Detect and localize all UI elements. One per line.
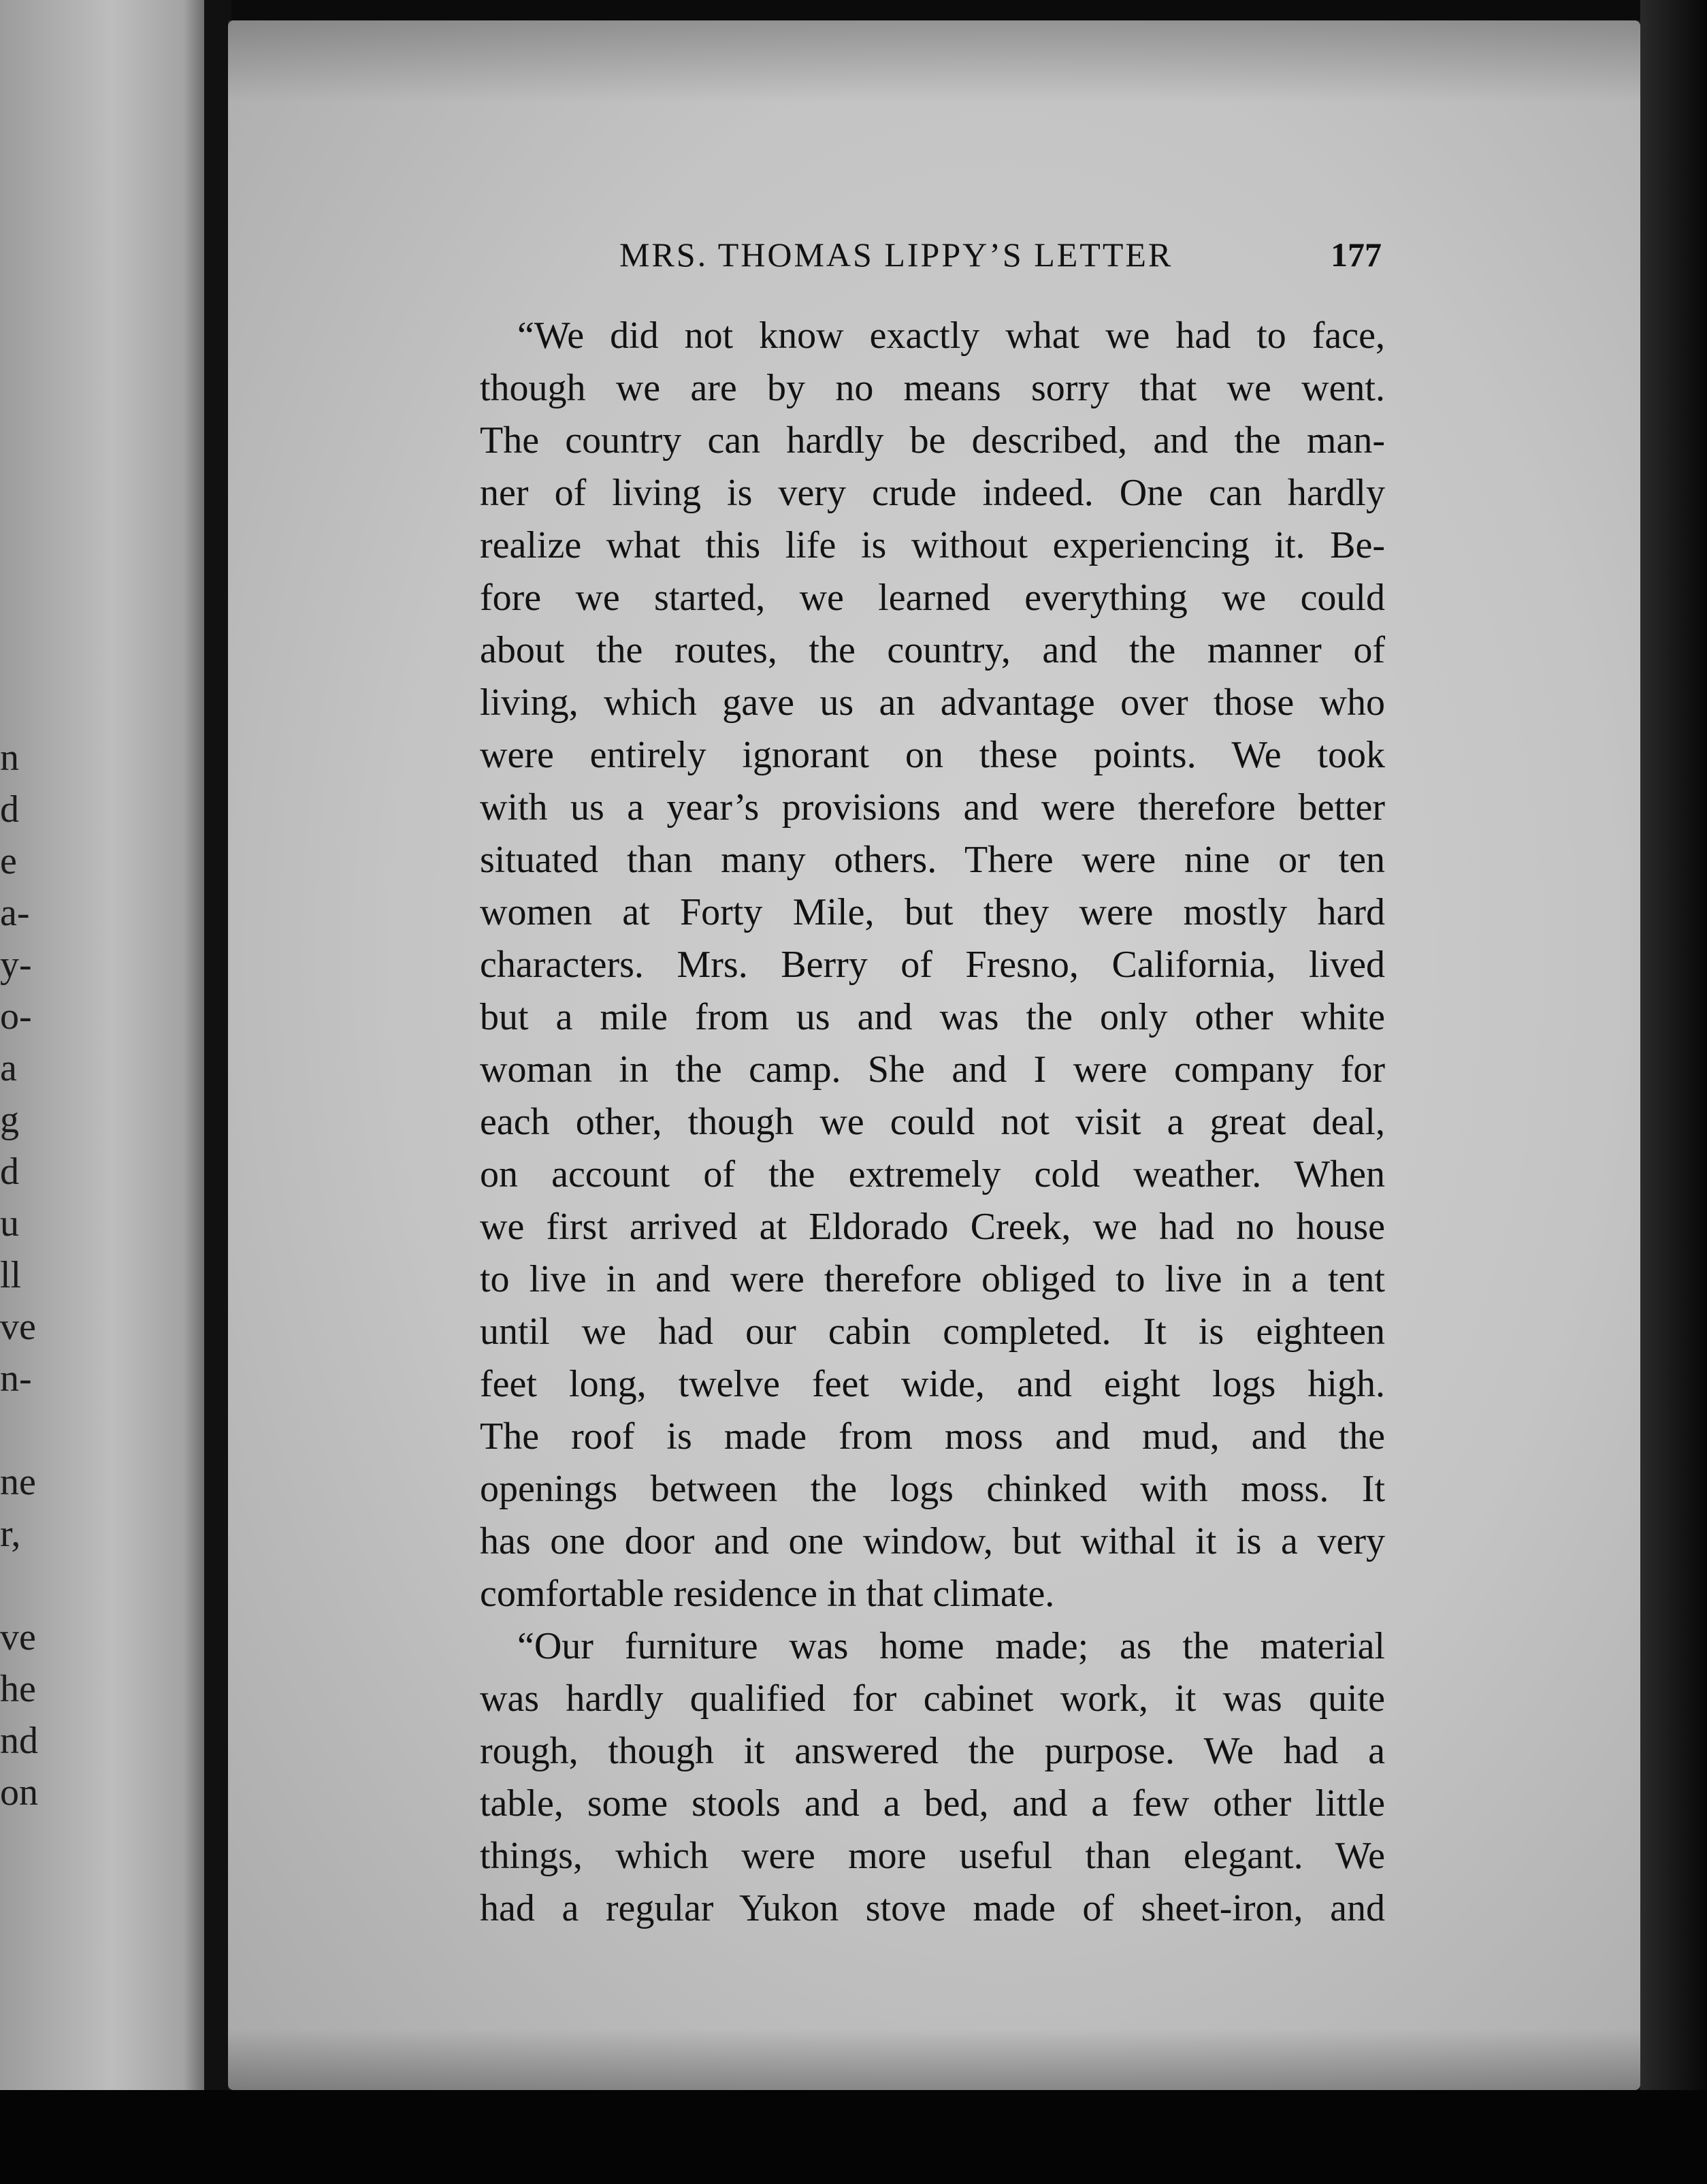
- text-line: had a regular Yukon stove made of sheet-iron, and: [480, 1887, 1385, 1929]
- fragment: e: [0, 840, 17, 882]
- text-line: were entirely ignorant on these points. We took: [480, 734, 1385, 776]
- fragment: u: [0, 1202, 19, 1244]
- text-line: living, which gave us an advantage over those who: [480, 681, 1385, 724]
- fragment: nd: [0, 1720, 38, 1762]
- body-text: [480, 310, 1385, 1935]
- page-right-edge: [1640, 0, 1707, 2184]
- text-line: fore we started, we learned everything we could: [480, 577, 1385, 619]
- text-line: “We did not know exactly what we had to face,: [517, 315, 1385, 357]
- previous-page-edge: [0, 0, 204, 2184]
- page-bottom-edge: [0, 2090, 1707, 2184]
- text-line: characters. Mrs. Berry of Fresno, California, lived: [480, 944, 1385, 986]
- text-line: woman in the camp. She and I were company for: [480, 1048, 1385, 1091]
- text-line: with us a year’s provisions and were therefore better: [480, 786, 1385, 829]
- fragment: y-: [0, 944, 32, 986]
- fragment: d: [0, 1151, 19, 1193]
- text-line: to live in and were therefore obliged to live in a tent: [480, 1258, 1385, 1300]
- text-line: but a mile from us and was the only other white: [480, 996, 1385, 1038]
- fragment: he: [0, 1668, 36, 1710]
- fragment: on: [0, 1771, 38, 1814]
- text-line: realize what this life is without experiencing it. Be-: [480, 524, 1385, 566]
- text-line: “Our furniture was home made; as the material: [517, 1625, 1385, 1667]
- page-shadow-bottom: [228, 2029, 1640, 2090]
- fragment: a-: [0, 892, 30, 934]
- text-line: The country can hardly be described, and the man-: [480, 419, 1385, 462]
- text-line: ner of living is very crude indeed. One can hardly: [480, 472, 1385, 514]
- text-line: we first arrived at Eldorado Creek, we had no house: [480, 1206, 1385, 1248]
- fragment: r,: [0, 1513, 21, 1555]
- text-line: openings between the logs chinked with moss. It: [480, 1468, 1385, 1510]
- fragment: ne: [0, 1461, 36, 1503]
- fragment: g: [0, 1099, 19, 1141]
- running-header: [619, 235, 1382, 283]
- fragment: ve: [0, 1616, 36, 1658]
- text-line: has one door and one window, but withal it is a very: [480, 1520, 1385, 1562]
- page-number: 177: [1331, 236, 1382, 274]
- text-line: The roof is made from moss and mud, and the: [480, 1415, 1385, 1458]
- paragraph: [480, 1620, 1385, 1935]
- fragment: ll: [0, 1254, 22, 1296]
- fragment: o-: [0, 995, 32, 1038]
- text-line: situated than many others. There were nine or ten: [480, 839, 1385, 881]
- text-line: on account of the extremely cold weather. When: [480, 1153, 1385, 1195]
- book-gutter: [204, 0, 231, 2184]
- fragment: a: [0, 1047, 17, 1089]
- fragment: d: [0, 788, 19, 831]
- text-line: though we are by no means sorry that we went.: [480, 367, 1385, 409]
- running-title: MRS. THOMAS LIPPY’S LETTER: [619, 236, 1173, 274]
- text-line: table, some stools and a bed, and a few other little: [480, 1782, 1385, 1825]
- text-line: about the routes, the country, and the manner of: [480, 629, 1385, 671]
- page-shadow-top: [228, 20, 1640, 102]
- fragment: ve: [0, 1306, 36, 1348]
- text-line: women at Forty Mile, but they were mostly hard: [480, 891, 1385, 933]
- text-line: feet long, twelve feet wide, and eight logs high.: [480, 1363, 1385, 1405]
- text-line: was hardly qualified for cabinet work, it was quite: [480, 1677, 1385, 1720]
- text-line: things, which were more useful than elegant. We: [480, 1835, 1385, 1877]
- fragment: n: [0, 737, 19, 779]
- fragment: n-: [0, 1358, 32, 1400]
- text-line: rough, though it answered the purpose. We had a: [480, 1730, 1385, 1772]
- text-line: until we had our cabin completed. It is eighteen: [480, 1311, 1385, 1353]
- paragraph: [480, 310, 1385, 1620]
- text-line: each other, though we could not visit a great deal,: [480, 1101, 1385, 1143]
- text-line: comfortable residence in that climate.: [480, 1573, 1055, 1615]
